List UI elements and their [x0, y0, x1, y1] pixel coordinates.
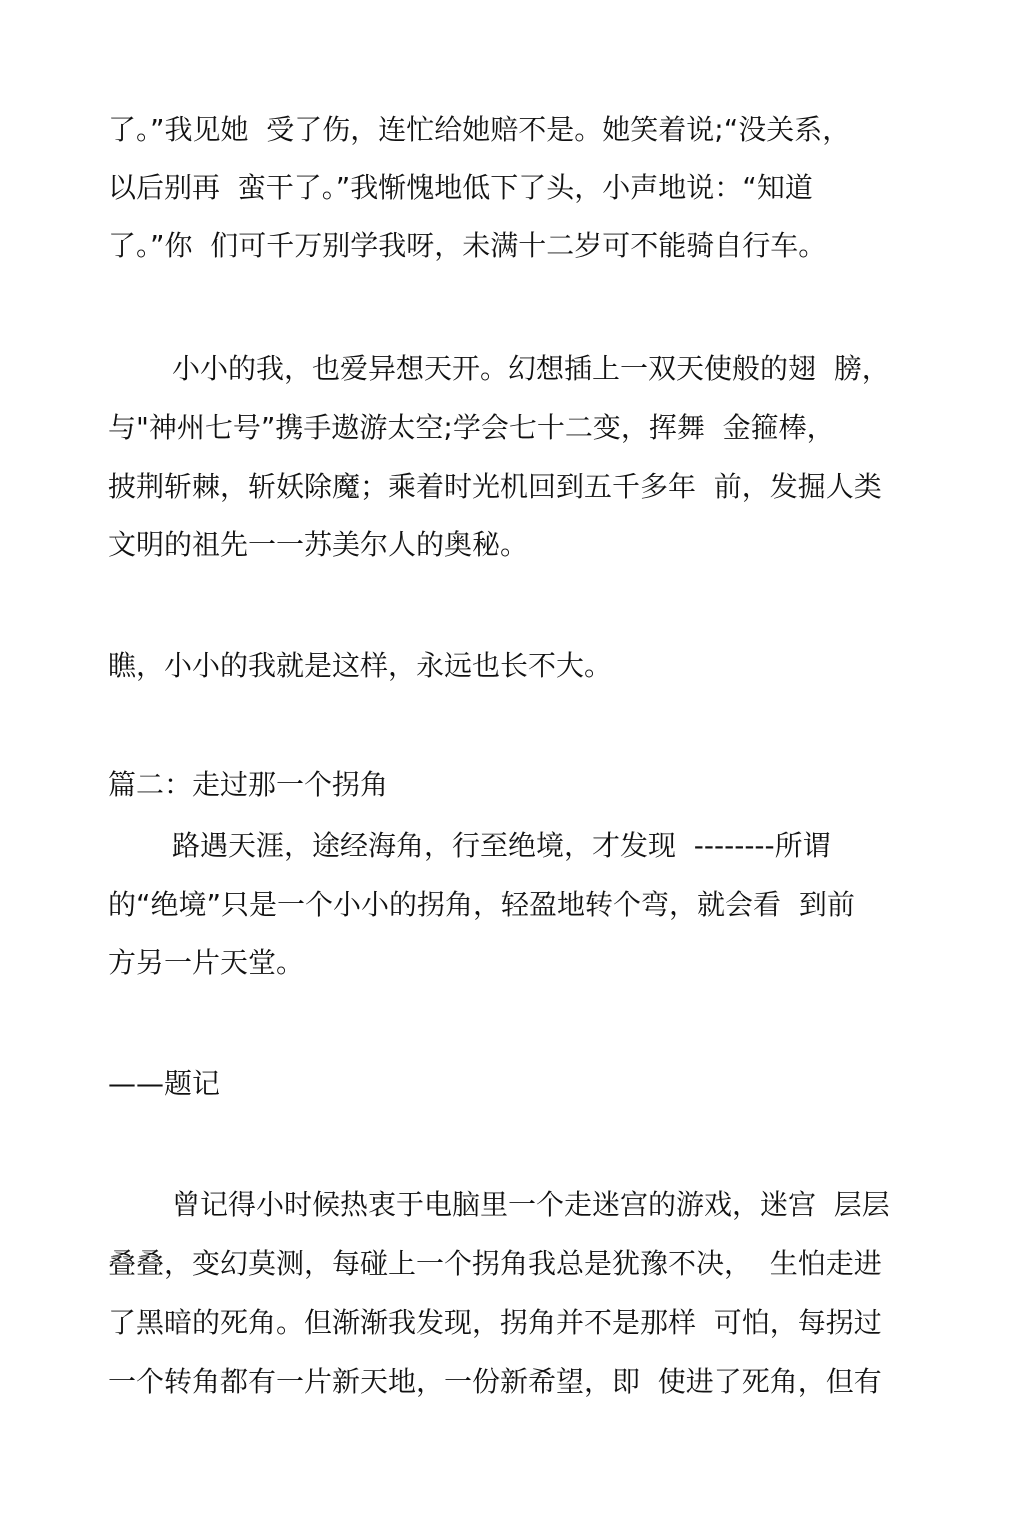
paragraph-2-line-3: 披荆斩棘，斩妖除魔；乘着时光机回到五千多年 前，发掘人类	[108, 470, 882, 503]
paragraph-2-line-4: 文明的祖先一一苏美尔人的奥秘。	[108, 528, 529, 561]
paragraph-5-line-2: 叠叠，变幻莫测，每碰上一个拐角我总是犹豫不决， 生怕走进	[108, 1247, 882, 1280]
epigraph-attribution: ——题记	[108, 1067, 221, 1100]
paragraph-2-line-1: 小小的我，也爱异想天开。幻想插上一双天使般的翅 膀，	[172, 352, 890, 385]
paragraph-3: 瞧，小小的我就是这样，永远也长不大。	[108, 649, 613, 682]
paragraph-4-line-2: 的“绝境”只是一个小小的拐角，轻盈地转个弯，就会看 到前	[108, 888, 855, 921]
paragraph-1-line-2: 以后别再 蛮干了。”我惭愧地低下了头，小声地说：“知道	[108, 171, 813, 204]
paragraph-5-line-1: 曾记得小时候热衷于电脑里一个走迷宫的游戏，迷宫 层层	[172, 1188, 890, 1221]
paragraph-1-line-1: 了。”我见她 受了伤，连忙给她赔不是。她笑着说;“没关系，	[108, 113, 851, 146]
paragraph-4-line-1: 路遇天涯，途经海角，行至绝境，才发现 --------所谓	[172, 829, 831, 862]
paragraph-5-line-4: 一个转角都有一片新天地，一份新希望，即 使进了死角，但有	[108, 1365, 882, 1398]
paragraph-2-line-2: 与"神州七号”携手遨游太空;学会七十二变，挥舞 金箍棒，	[108, 411, 835, 444]
paragraph-1-line-3: 了。”你 们可千万别学我呀，未满十二岁可不能骑自行车。	[108, 229, 827, 262]
section-title: 篇二：走过那一个拐角	[108, 768, 389, 801]
paragraph-5-line-3: 了黑暗的死角。但渐渐我发现，拐角并不是那样 可怕，每拐过	[108, 1306, 882, 1339]
paragraph-4-line-3: 方另一片天堂。	[108, 946, 305, 979]
